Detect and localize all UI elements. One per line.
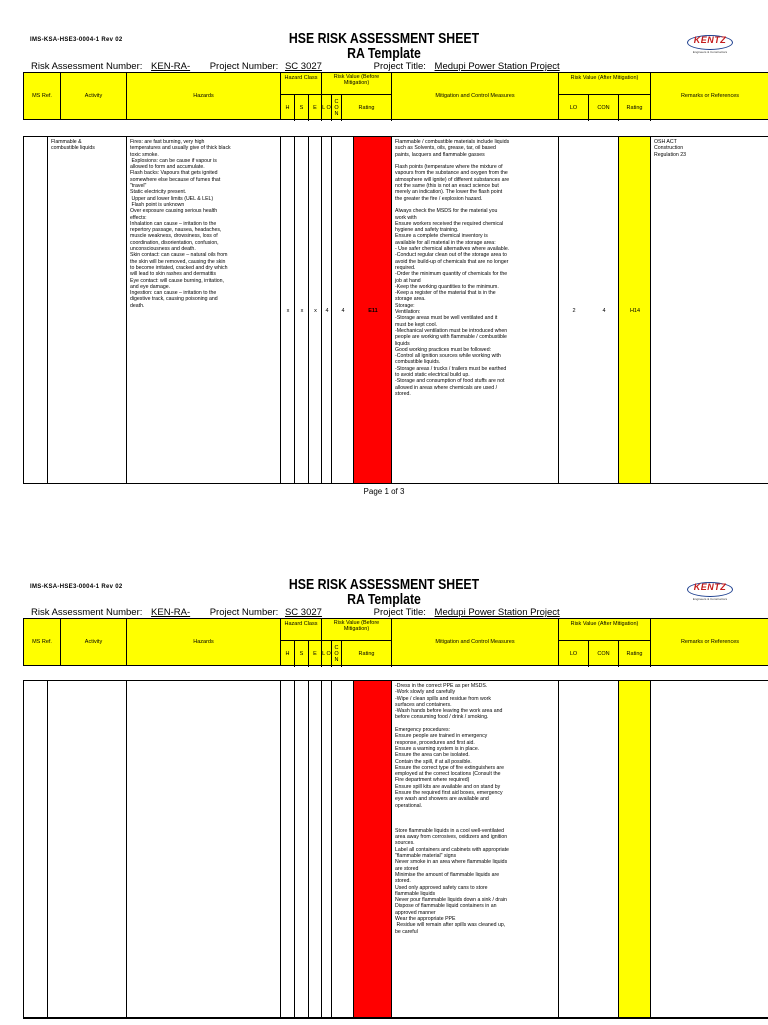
col-rating-after-2: Rating [619,640,651,667]
rating-after-value: H14 [629,308,641,314]
s-cell: x [300,308,304,314]
risk-number-value-2: KEN-RA- [151,607,191,618]
col-remarks: Remarks or References [680,93,740,99]
col-lo-2: L O [322,640,332,667]
project-number-label-2: Project Number: [209,607,279,618]
risk-number-label: Risk Assessment Number: [31,61,143,72]
col-hazards: Hazards [127,73,281,119]
col-h: H [281,94,295,121]
rating-before-cell-2 [354,681,392,1017]
project-info-line [31,61,560,72]
company-logo [683,33,737,55]
col-rating: Rating [342,94,392,121]
table-row-2 [23,680,768,1018]
col-con-after-2: CON [589,640,619,667]
col-lo-after: LO [559,94,589,121]
col-ms-ref-2: MS Ref. [24,619,61,665]
project-info-line-2 [31,607,560,618]
hazard-class-label-2: Hazard Class [284,621,318,627]
sheet-subtitle-2: RA Template [347,591,421,608]
table-header [23,72,768,120]
col-e-2: E [309,640,322,667]
con-after-cell: 4 [602,308,606,314]
hazards-cell: Fires: are fast burning, very high temperatures and usually give of thick black toxic smoke. Explosions: can be cause if vapour is allowed to form and accumulate. Flash backs: Vapours that gets ignited somewhere else because of fumes that "travel" Static electricity present. Upper and lower limits (UEL & LEL) Flash point is unknown Over exposure causing serious health effects: Inhalation can cause – irritation to the repertory passage, nausea, headaches, muscle weakness, drowsiness, loss of coordination, disorientation, confusion, unconsciousness and death. Skin contact: can cause – natural oils from the skin will be removed, causing the skin to become irritated, cracked and dry which will lead to skin rashes and dermatitis Eye contact: will cause burning, irritation, and eye damage. Ingestion: can cause – irritation to the digestive track, causing poisoning and death. [130,139,231,309]
risk-number-label-2: Risk Assessment Number: [31,607,143,618]
col-s-2: S [295,640,309,667]
risk-after-label-2: Risk Value (After Mitigation) [570,621,639,627]
mitigation-cell: Flammable / combustible materials include liquids such as Solvents, oils, grease, tar, oil based paints, lacquers and flammable gasses Flash points (temperature where the mixture of vapours from the substance and oxygen from the atmosphere will ignite) of different substances are not the same (this is not an exact science but merely an indication). The lower the flash point the greater the fire / explosion hazard. Always check the MSDS for the material you work with Ensure workers received the required chemical hygiene and safety training. Ensure a complete chemical inventory is available for all material in the storage area: - Use safer chemical alternatives where available. -Conduct regular clean out of the storage area to avoid the build-up of chemicals that are no longer required. -Order the minimum quantity of chemicals for the job at hand -Keep the working quantities to the minimum. -Keep a register of the material that is in the storage area. Storage: Ventilation: -Storage areas must be well ventilated and it must be kept cool. -Mechanical ventilation must be introduced when people are working with flammable / combustible liquids Good working practices must be followed: -Control all ignition sources while working with combustible liquids. -Storage areas / trucks / trailers must be earthed to avoid static electrical build up. -Storage and consumption of food stuffs are not allowed in areas where chemicals are used / stored. [395,139,510,397]
project-title-value-2: Medupi Power Station Project [434,607,560,618]
document-id: IMS-KSA-HSE3-0004-1 Rev 02 [30,37,123,43]
table-header-2 [23,618,768,666]
col-rating-2: Rating [342,640,392,667]
col-activity: Activity [61,73,127,119]
remarks-cell: OSH ACT Construction Regulation 23 [654,139,687,158]
lo-after-cell: 2 [572,308,576,314]
project-number-value-2: SC 3027 [284,607,322,618]
col-co-2: C O N [332,640,342,667]
risk-before-label: Risk Value (Before Mitigation) [333,74,380,86]
sheet-title-2: HSE RISK ASSESSMENT SHEET [288,576,480,593]
activity-cell: Flammable & combustible liquids [51,139,95,152]
risk-after-label: Risk Value (After Mitigation) [570,75,639,81]
col-s: S [295,94,309,121]
h-cell: x [286,308,290,314]
e-cell: x [314,308,317,314]
lo-cell: 4 [325,308,329,314]
col-e: E [309,94,322,121]
col-ms-ref: MS Ref. [24,73,61,119]
col-h-2: H [281,640,295,667]
project-number-label: Project Number: [209,61,279,72]
rating-before-value: E11 [368,308,378,314]
company-logo-2 [683,580,737,602]
project-title-label: Project Title: [373,61,426,72]
sheet-subtitle: RA Template [347,45,421,62]
co-cell: 4 [341,308,345,314]
col-co: C O N [332,94,342,121]
hazard-class-label: Hazard Class [284,75,318,81]
logo-text: KENTZ [693,35,727,45]
col-mitigation: Mitigation and Control Measures [392,73,559,119]
mitigation-cell-2: -Dress in the correct PPE as per MSDS. -Work slowly and carefully -Wipe / clean spills and residue from work surfaces and containers. -Wash hands before leaving the work area and before consuming food / drink / smoking. Emergency procedures: Ensure people are trained in emergency response, procedures and first aid. Ensure a warning system is in place. Ensure the area can be isolated. Contain the spill, if at all possible. Ensure the correct type of fire extinguishers are employed at the correct locations (Consult the Fire department where required) Ensure spill kits are available and on stand by Ensure the required first aid boxes, emergency eye wash and showers are available and operational. Store flammable liquids in a cool well-ventilated area away from corrosives, oxidizers and ignition sources. Label all containers and cabinets with appropriate "flammable material" signs Never smoke in an area where flammable liquids are stored Minimise the amount of flammable liquids are stored. Used only approved safety cans to store flammable liquids Never pour flammable liquids down a sink / drain Dispose of flammable liquid containers in an approved manner Wear the appropriate PPE Residue will remain after spills was cleaned up, be careful [395,683,509,935]
logo-text-2: KENTZ [693,582,727,592]
col-lo: L O [322,94,332,121]
col-hazards-2: Hazards [127,619,281,665]
col-rating-after: Rating [619,94,651,121]
col-mitigation-2: Mitigation and Control Measures [392,619,559,665]
risk-before-label-2: Risk Value (Before Mitigation) [333,620,380,632]
page-footer: Page 1 of 3 [363,487,405,496]
rating-after-cell-2 [619,681,651,1017]
risk-number-value: KEN-RA- [151,61,191,72]
project-number-value: SC 3027 [284,61,322,72]
col-con-after: CON [589,94,619,121]
document-id-2: IMS-KSA-HSE3-0004-1 Rev 02 [30,584,123,590]
col-remarks-2: Remarks or References [680,639,740,645]
sheet-title: HSE RISK ASSESSMENT SHEET [288,30,480,47]
project-title-value: Medupi Power Station Project [434,61,560,72]
sheet-page-2 [0,578,768,1024]
col-lo-after-2: LO [559,640,589,667]
logo-subtext-2: Engineers & Constructors [692,597,728,601]
project-title-label-2: Project Title: [373,607,426,618]
col-activity-2: Activity [61,619,127,665]
table-row [23,136,768,484]
logo-subtext: Engineers & Constructors [692,50,728,54]
